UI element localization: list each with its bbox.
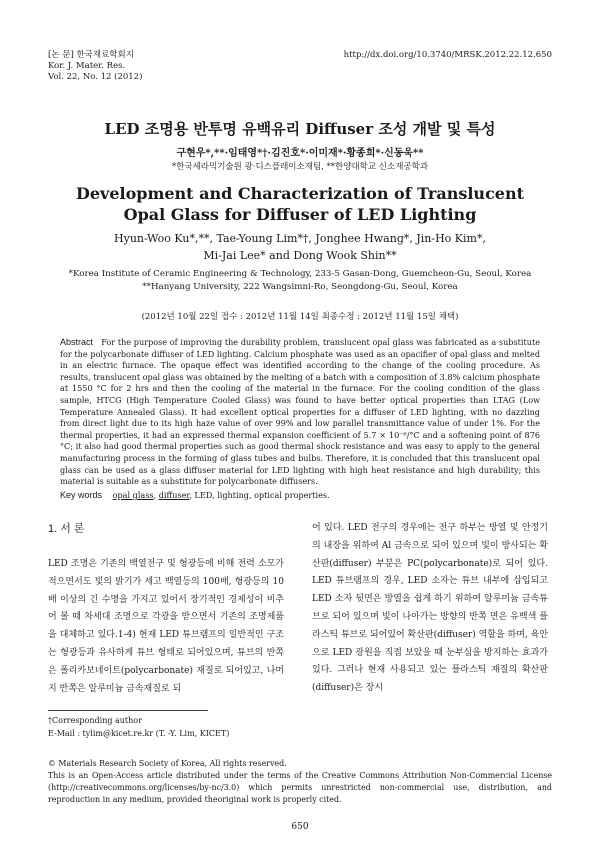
keyword-opal-glass[interactable]: opal glass [112,490,154,500]
abstract-text: For the purpose of improving the durability problem, translucent opal glass was fabricated as a substitute for the polycarbonate diffuser of LED lighting. Calcium phosphate was used as an opacifier of opal glass and melted in an electric furnace. The opaque effect was identified according to the change of the cooling procedure. As results, translucent opal glass was obtained by the melting of a batch with a composition of 3.8% calcium phosphate at 1550 °C for 2 hrs and then the cooling of the material in the furnace. For the cooling condition of the glass sample, HTCG (High Temperature Cooled Glass) was found to have better optical properties than LTAG (Low Temperature Annealed Glass). It had excellent optical properties for a diffuser of LED lighting, with no dazzling from direct light due to its high haze value of over 99% and low parallel transmittance value of under 1%. For the thermal properties, it had an expressed thermal expansion coefficient of 5.7 × 10⁻⁶/°C and a softening point of 876 °C; it also had good thermal properties such as good thermal shock resistance and was easy to apply to the general manufacturing process in the forming of glass tubes and bulbs. Therefore, it is concluded that this translucent opal glass can be used as a glass diffuser material for LED lighting with high heat resistance and high durability; this material is suitable as a substitute for polycarbonate diffusers. [60,337,540,487]
affiliation-english [40,268,560,294]
copyright-notice [48,758,552,806]
doi-link[interactable]: http://dx.doi.org/10.3740/MRSK.2012.22.12.650 [343,50,552,60]
title-english: Development and Characterization of Translucent Opal Glass for Diffuser of LED Lighting [75,184,525,224]
journal-name-ko: [논 문] 한국재료학회지 [48,50,134,60]
affiliation-english-line2: **Hanyang University, 222 Wangsimni-Ro, Seongdong-Gu, Seoul, Korea [142,282,458,292]
received-dates: (2012년 10월 22일 접수 : 2012년 11월 14일 최종수정 : 2012년 11월 15일 채택) [141,312,459,322]
title-korean: LED 조명용 반투명 유백유리 Diffuser 조성 개발 및 특성 [104,120,496,138]
copyright-line: © Materials Research Society of Korea, All rights reserved. [48,759,287,768]
keyword-diffuser[interactable]: diffuser [158,490,190,500]
footnote-divider [48,710,208,711]
section-heading-intro: 1. 서 론 [48,523,85,535]
affiliation-korean: *한국세라믹기술원 광·디스플레이소재팀, **한양대학교 신소재공학과 [171,162,429,172]
journal-info [48,50,142,83]
abstract-label: Abstract [60,337,94,347]
keywords: Key words opal glass, diffuser, LED, lighting, optical properties. [60,490,330,500]
journal-name-en: Kor. J. Mater. Res. [48,61,126,71]
authors-english [60,230,540,264]
body-right-column: 어 있다. LED 전구의 경우에는 전구 하부는 방열 및 안정기의 내장을 위하여 Al 금속으로 되어 있으며 빛이 방사되는 확산판(diffuser) 부분은 PC(polycarbonate)로 되어 있다. LED 튜브램프의 경우, LED 소자는 튜브 내부에 삽입되고 LED 소자 뒷면은 방열을 쉽게 하기 위하여 알루미늄 금속튜브로 되어 있으며 빛이 나아가는 방향의 반쪽 면은 유백색 플라스틱 튜브로 되어있어 확산판(diffuser) 역할을 하며, 육안으로 LED 광원을 직접 보았을 때 눈부심을 방지하는 효과가 있다. 그러나 현재 사용되고 있는 플라스틱 재질의 확산판(diffuser)은 장시 [312,523,549,694]
abstract [60,337,540,488]
page-number: 650 [291,822,309,832]
affiliation-english-line1: *Korea Institute of Ceramic Engineering & Technology, 233-5 Gasan-Dong, Guemcheon-Gu, Seoul, Korea [68,269,532,279]
footnote [48,715,558,740]
corresponding-author: †Corresponding author [48,716,142,725]
journal-volume: Vol. 22, No. 12 (2012) [48,72,143,82]
keywords-rest: LED, lighting, optical properties. [194,490,330,500]
license-text: This is an Open-Access article distributed under the terms of the Creative Commons Attribution Non-Commercial License (http://creativecommons.org/licenses/by-nc/3.0) which permits unrestricted non-commercial use, distribution, and reproduction in any medium, provided theoriginal work is properly cited. [48,771,552,804]
authors-english-line1: Hyun-Woo Ku*,**, Tae-Young Lim*†, Jonghee Hwang*, Jin-Ho Kim*, [114,232,486,245]
keywords-label: Key words [60,490,103,500]
authors-korean: 구현우*,**·임태영*†·김진호*·이미재*·황종희*·신동욱** [176,148,424,159]
body-left-column: LED 조명은 기존의 백열전구 및 형광등에 비해 전력 소모가 적으면서도 빛의 밝기가 세고 백열등의 100배, 형광등의 10배 이상의 긴 수명을 가지고 있어서 장기적인 경제성이 비추어 볼 때 차세대 조명으로 각광을 받으면서 기존의 조명제품을 대체하고 있다.1-4) 현재 LED 튜브램프의 일반적인 구조는 형광등과 유사하게 튜브 형태로 되어있으며, 튜브의 반쪽은 폴리카보네이트(polycarbonate) 재질로 되어있고, 나머지 반쪽은 알루미늄 금속재질로 되 [48,559,284,694]
author-email: E-Mail : tylim@kicet.re.kr (T. -Y. Lim, KICET) [48,728,230,738]
authors-english-line2: Mi-Jai Lee* and Dong Wook Shin** [203,249,397,262]
